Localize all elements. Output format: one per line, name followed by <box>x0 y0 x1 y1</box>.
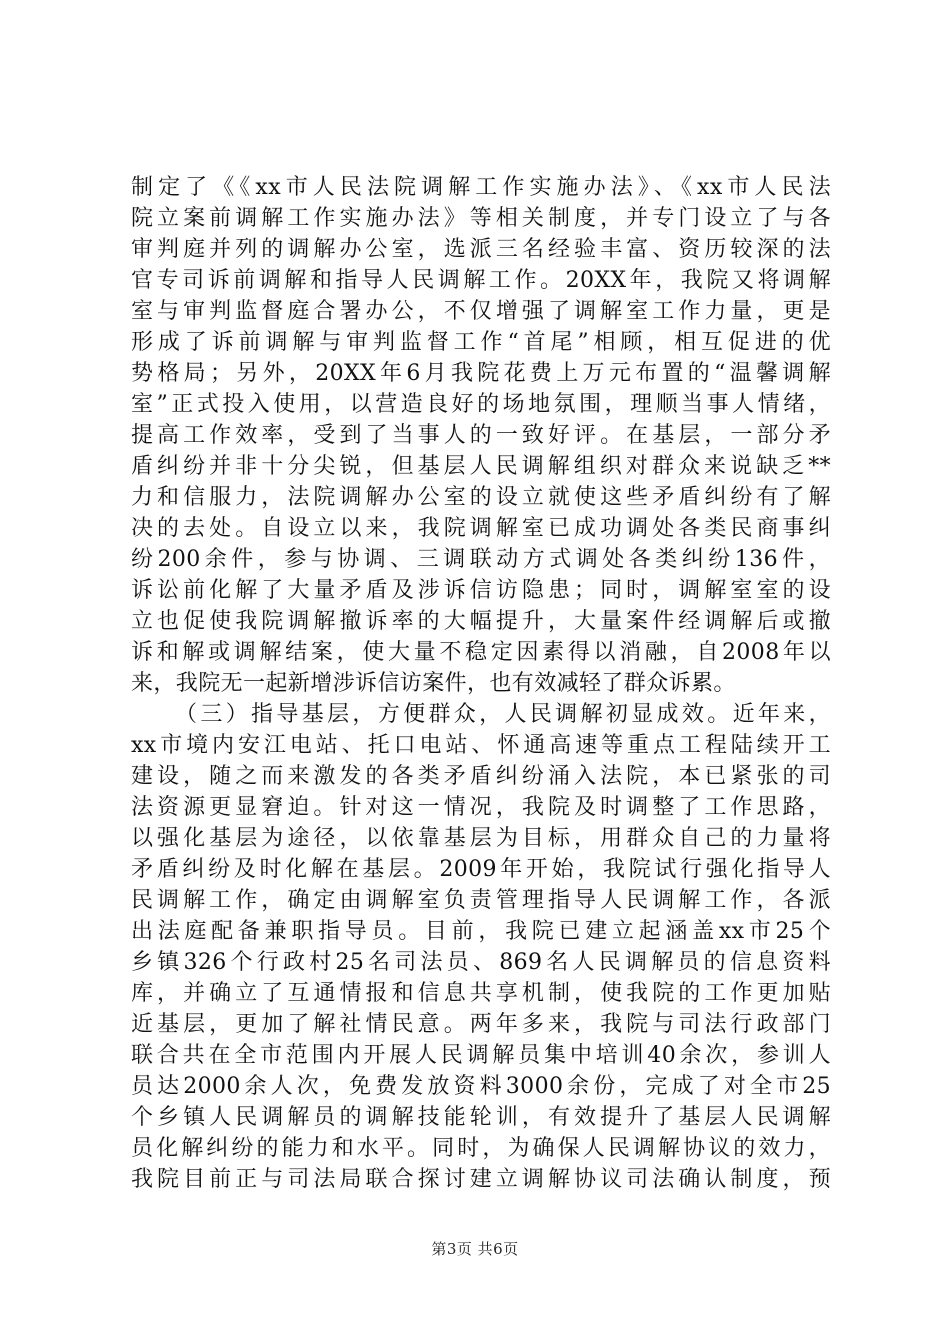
text-line: 立也促使我院调解撤诉率的大幅提升，大量案件经调解后或撤 <box>131 609 831 634</box>
text-line: 审判庭并列的调解办公室，选派三名经验丰富、资历较深的法 <box>131 237 831 262</box>
text-line: 我院目前正与司法局联合探讨建立调解协议司法确认制度，预 <box>131 1167 831 1192</box>
text-line: 以强化基层为途径，以依靠基层为目标，用群众自己的力量将 <box>131 826 831 851</box>
text-line: 提高工作效率，受到了当事人的一致好评。在基层，一部分矛 <box>131 423 831 448</box>
text-line: 室”正式投入使用，以营造良好的场地氛围，理顺当事人情绪， <box>131 392 831 417</box>
paragraph <box>131 699 831 1195</box>
text-line: 决的去处。自设立以来，我院调解室已成功调处各类民商事纠 <box>131 516 831 541</box>
text-line: 库，并确立了互通情报和信息共享机制，使我院的工作更加贴 <box>131 981 831 1006</box>
text-line: 诉讼前化解了大量矛盾及涉诉信访隐患；同时，调解室室的设 <box>131 578 831 603</box>
paragraph <box>131 172 831 699</box>
text-line: xx市境内安江电站、托口电站、怀通高速等重点工程陆续开工 <box>131 733 831 758</box>
text-line: 员达2000余人次，免费发放资料3000余份，完成了对全市25 <box>131 1074 831 1099</box>
text-line: 院立案前调解工作实施办法》等相关制度，并专门设立了与各 <box>131 206 831 231</box>
text-line: 来，我院无一起新增涉诉信访案件，也有效减轻了群众诉累。 <box>131 671 736 696</box>
text-line: 近基层，更加了解社情民意。两年多来，我院与司法行政部门 <box>131 1012 831 1037</box>
text-line: 盾纠纷并非十分尖锐，但基层人民调解组织对群众来说缺乏** <box>131 454 831 479</box>
text-line: 形成了诉前调解与审判监督工作“首尾”相顾，相互促进的优 <box>131 330 831 355</box>
text-line: 乡镇326个行政村25名司法员、869名人民调解员的信息资料 <box>131 950 831 975</box>
text-line: 矛盾纠纷及时化解在基层。2009年开始，我院试行强化指导人 <box>131 857 831 882</box>
text-line: 员化解纠纷的能力和水平。同时，为确保人民调解协议的效力， <box>131 1136 831 1161</box>
text-line: 个乡镇人民调解员的调解技能轮训，有效提升了基层人民调解 <box>131 1105 831 1130</box>
text-line: 法资源更显窘迫。针对这一情况，我院及时调整了工作思路， <box>131 795 831 820</box>
text-line: 建设，随之而来激发的各类矛盾纠纷涌入法院，本已紧张的司 <box>131 764 831 789</box>
page-footer: 第3页 共6页 <box>431 1240 519 1258</box>
text-line: 官专司诉前调解和指导人民调解工作。20XX年，我院又将调解 <box>131 268 831 293</box>
text-line: 出法庭配备兼职指导员。目前，我院已建立起涵盖xx市25个 <box>131 919 831 944</box>
text-line: 诉和解或调解结案，使大量不稳定因素得以消融，自2008年以 <box>131 640 831 665</box>
text-line: 室与审判监督庭合署办公，不仅增强了调解室工作力量，更是 <box>131 299 831 324</box>
text-line: 纷200余件，参与协调、三调联动方式调处各类纠纷136件， <box>131 547 831 572</box>
text-line: 力和信服力，法院调解办公室的设立就使这些矛盾纠纷有了解 <box>131 485 831 510</box>
body-text <box>131 172 831 1195</box>
text-line: 制定了《《xx市人民法院调解工作实施办法》、《xx市人民法 <box>131 175 831 200</box>
text-line: 民调解工作，确定由调解室负责管理指导人民调解工作，各派 <box>131 888 831 913</box>
text-line: 势格局；另外，20XX年6月我院花费上万元布置的“温馨调解 <box>131 361 831 386</box>
text-line: （三）指导基层，方便群众，人民调解初显成效。近年来， <box>175 702 831 727</box>
text-line: 联合共在全市范围内开展人民调解员集中培训40余次，参训人 <box>131 1043 831 1068</box>
